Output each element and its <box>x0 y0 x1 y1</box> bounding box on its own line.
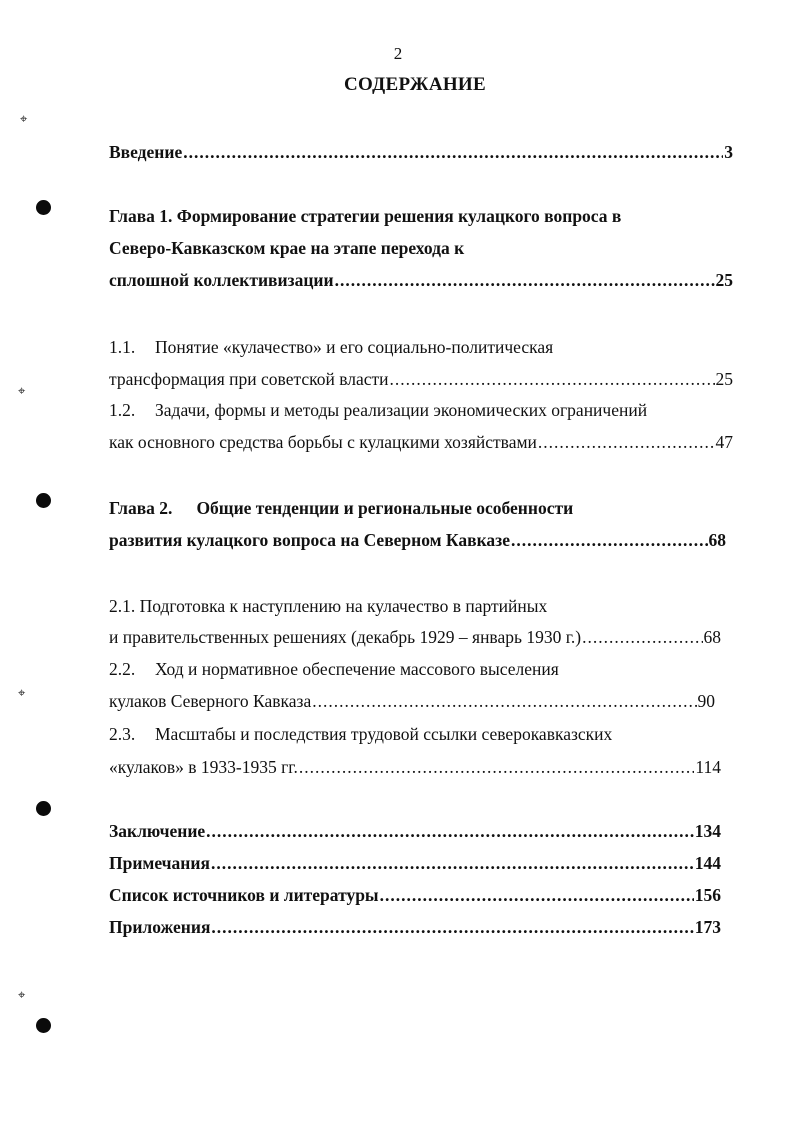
page-number: 2 <box>393 44 403 63</box>
page-title: СОДЕРЖАНИЕ <box>344 74 486 95</box>
toc-page: 173 <box>694 917 721 937</box>
dot-leader <box>183 141 723 163</box>
toc-label: Список источников и литературы <box>109 885 379 905</box>
dot-leader <box>299 756 695 778</box>
section-number: 1.2. <box>109 400 136 420</box>
toc-page: 68 <box>708 530 726 550</box>
punch-hole-icon <box>36 1018 51 1033</box>
toc-label: трансформация при советской власти <box>109 369 389 389</box>
toc-entry-chapter-2[interactable] <box>109 529 726 551</box>
toc-section-2-2-line-1[interactable] <box>109 658 559 680</box>
toc-label: кулаков Северного Кавказа <box>109 691 312 711</box>
toc-page: 47 <box>715 432 733 452</box>
toc-chapter-1-line-2[interactable]: Северо-Кавказском крае на этапе перехода к <box>109 238 465 258</box>
toc-label: Приложения <box>109 917 211 937</box>
toc-entry-section-2-2[interactable] <box>109 690 715 712</box>
toc-entry-section-1-2[interactable] <box>109 431 733 453</box>
toc-entry-section-1-1[interactable] <box>109 368 733 390</box>
margin-mark-icon: ⌖ <box>18 988 26 1003</box>
dot-leader <box>211 852 694 874</box>
toc-label: сплошной коллективизации <box>109 270 334 290</box>
toc-entry-intro[interactable] <box>109 141 733 163</box>
toc-page: 144 <box>694 853 721 873</box>
punch-hole-icon <box>36 801 51 816</box>
toc-label: Общие тенденции и региональные особенности <box>196 498 574 518</box>
toc-page: 25 <box>715 369 733 389</box>
toc-section-1-1-line-1[interactable] <box>109 336 553 358</box>
dot-leader <box>206 820 694 842</box>
toc-label: развития кулацкого вопроса на Северном Кавказе <box>109 530 510 550</box>
toc-section-2-3-line-1[interactable] <box>109 723 612 745</box>
margin-mark-icon: ⌖ <box>18 384 26 399</box>
toc-page: 25 <box>715 270 733 290</box>
toc-chapter-1-line-1[interactable]: Глава 1. Формирование стратегии решения кулацкого вопроса в <box>109 206 622 226</box>
section-number: 1.1. <box>109 337 136 357</box>
toc-label: и правительственных решениях (декабрь 1929 – январь 1930 г.) <box>109 627 582 647</box>
toc-label: Ход и нормативное обеспечение массового выселения <box>155 659 559 679</box>
dot-leader <box>582 626 702 648</box>
toc-chapter-2-line-1[interactable] <box>109 497 573 519</box>
margin-mark-icon: ⌖ <box>18 686 26 701</box>
toc-entry-section-2-3[interactable] <box>109 756 721 778</box>
dot-leader <box>211 916 693 938</box>
toc-label: Понятие «кулачество» и его социально-политическая <box>155 337 554 357</box>
toc-entry-appendices[interactable] <box>109 916 721 938</box>
toc-label: Задачи, формы и методы реализации экономических ограничений <box>155 400 648 420</box>
toc-entry-chapter-1[interactable] <box>109 269 733 291</box>
toc-page: 114 <box>695 757 721 777</box>
toc-entry-notes[interactable] <box>109 852 721 874</box>
toc-entry-section-2-1[interactable] <box>109 626 721 648</box>
toc-entry-sources[interactable] <box>109 884 721 906</box>
toc-section-1-2-line-1[interactable] <box>109 399 647 421</box>
toc-label: Заключение <box>109 821 206 841</box>
dot-leader <box>335 269 715 291</box>
punch-hole-icon <box>36 200 51 215</box>
toc-page: 68 <box>703 627 721 647</box>
dot-leader <box>511 529 708 551</box>
toc-page: 90 <box>697 691 715 711</box>
toc-label: Масштабы и последствия трудовой ссылки северокавказских <box>155 724 613 744</box>
section-number: 2.2. <box>109 659 136 679</box>
chapter-label: Глава 2. <box>109 498 173 518</box>
toc-label: как основного средства борьбы с кулацкими хозяйствами <box>109 432 537 452</box>
dot-leader <box>390 368 715 390</box>
dot-leader <box>312 690 696 712</box>
toc-label: Примечания <box>109 853 210 873</box>
punch-hole-icon <box>36 493 51 508</box>
toc-label: «кулаков» в 1933-1935 гг. <box>109 757 298 777</box>
toc-entry-conclusion[interactable] <box>109 820 721 842</box>
toc-page: 156 <box>694 885 721 905</box>
dot-leader <box>380 884 694 906</box>
margin-mark-icon: ⌖ <box>20 112 28 127</box>
toc-page: 3 <box>724 142 733 162</box>
toc-label: Введение <box>109 142 183 162</box>
toc-page: 134 <box>694 821 721 841</box>
dot-leader <box>538 431 715 453</box>
toc-section-2-1-line-1[interactable]: 2.1. Подготовка к наступлению на кулачество в партийных <box>109 596 548 616</box>
section-number: 2.3. <box>109 724 136 744</box>
